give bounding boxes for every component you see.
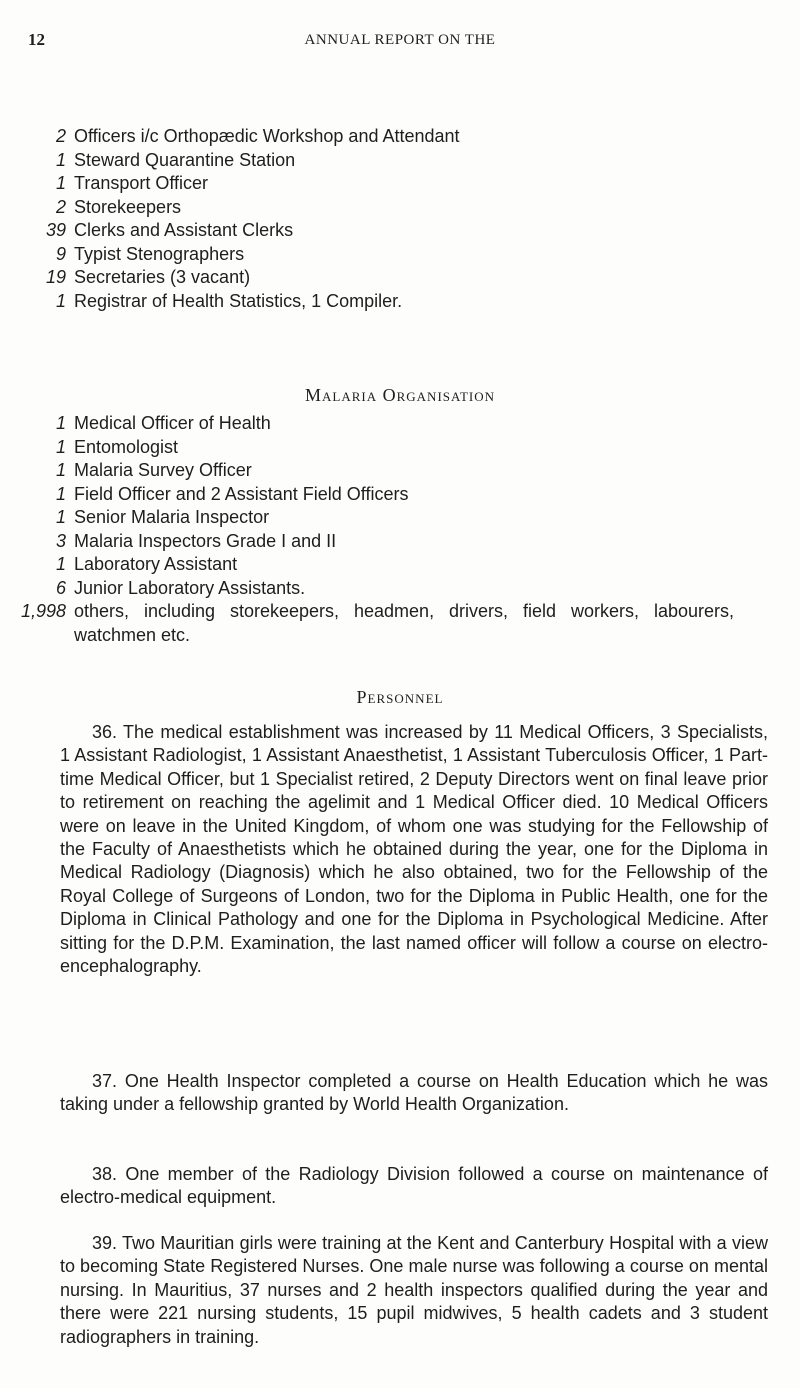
item-count: 1,998 [20, 601, 66, 621]
item-count: 19 [45, 267, 66, 287]
paragraph-36: 36. The medical establishment was increased by 11 Medical Officers, 3 Specialists, 1 Assistant Radiologist, 1 Assistant Anaesthetist, 1 Assistant Tuberculosis Officer, 1 Part-time Medical Officer, but 1 Specialist retired, 2 Deputy Directors went on final leave prior to retirement on reaching the agelimit and 1 Medical Officer died. 10 Medical Officers were on leave in the United Kingdom, of whom one was studying for the Fellowship of the Faculty of Anaesthetists which he obtained during the year, one for the Diploma in Medical Radiology (Diagnosis) which he also obtained, two for the Fellowship of the Royal College of Surgeons of London, two for the Diploma in Public Health, one for the Diploma in Clinical Pathology and one for the Diploma in Psychological Medicine. After sitting for the D.P.M. Examination, the last named officer will follow a course on electro-encephalography. [60, 722, 768, 977]
item-text: Steward Quarantine Station [74, 149, 296, 170]
item-text: Registrar of Health Statistics, 1 Compiler. [74, 290, 403, 311]
list-item [0, 553, 800, 577]
running-title: ANNUAL REPORT ON THE [304, 32, 496, 48]
item-count: 39 [45, 220, 66, 240]
item-count: 9 [55, 243, 66, 264]
item-count: 3 [55, 530, 66, 551]
item-text: Typist Stenographers [74, 243, 245, 264]
page-number: 12 [28, 30, 45, 49]
list-item [0, 243, 800, 267]
list-item [0, 290, 800, 314]
item-count: 1 [55, 483, 66, 504]
list-item [0, 196, 800, 220]
item-text: Field Officer and 2 Assistant Field Officers [74, 483, 409, 504]
item-count: 1 [55, 290, 66, 311]
list-item [0, 483, 800, 507]
item-text: Senior Malaria Inspector [74, 507, 270, 527]
item-text: others, including storekeepers, headmen, drivers, field workers, labourers, watchmen etc. [74, 601, 734, 645]
item-count: 2 [55, 196, 66, 217]
item-count: 2 [55, 126, 66, 146]
list-item [0, 412, 800, 436]
paragraph-38: 38. One member of the Radiology Division followed a course on maintenance of electro-medical equipment. [60, 1164, 768, 1208]
section-heading-personnel: Personnel [356, 687, 444, 707]
paragraph-37: 37. One Health Inspector completed a course on Health Education which he was taking under a fellowship granted by World Health Organization. [60, 1071, 768, 1115]
item-count: 1 [55, 436, 66, 457]
item-text: Malaria Inspectors Grade I and II [74, 530, 337, 551]
item-text: Malaria Survey Officer [74, 460, 252, 480]
item-count: 1 [55, 413, 66, 433]
list-item [0, 459, 800, 483]
item-count: 6 [55, 577, 66, 598]
list-item [0, 266, 800, 290]
list-item [0, 149, 800, 173]
item-text: Entomologist [74, 436, 179, 457]
list-item [0, 436, 800, 460]
list-item [0, 219, 800, 243]
item-text: Storekeepers [74, 196, 182, 217]
item-text: Junior Laboratory Assistants. [74, 577, 306, 598]
item-text: Medical Officer of Health [74, 413, 271, 433]
item-text: Secretaries (3 vacant) [74, 267, 251, 287]
item-count: 1 [55, 460, 66, 480]
list-item [0, 172, 800, 196]
staff-list [0, 125, 800, 313]
section-heading-malaria: Malaria Organisation [305, 385, 495, 405]
list-item [0, 125, 800, 149]
paragraph-39: 39. Two Mauritian girls were training at the Kent and Canterbury Hospital with a view to becoming State Registered Nurses. One male nurse was following a course on mental nursing. In Mauritius, 37 nurses and 2 health inspectors qualified during the year and there were 221 nursing students, 15 pupil midwives, 5 health cadets and 3 student radiographers in training. [60, 1233, 768, 1347]
list-item [0, 506, 800, 530]
list-item [0, 600, 800, 647]
item-count: 1 [55, 507, 66, 527]
item-text: Officers i/c Orthopædic Workshop and Attendant [74, 126, 460, 146]
list-item [0, 577, 800, 601]
item-text: Laboratory Assistant [74, 554, 238, 574]
item-text: Clerks and Assistant Clerks [74, 220, 294, 240]
malaria-staff-list [0, 412, 800, 647]
item-text: Transport Officer [74, 173, 209, 193]
list-item [0, 530, 800, 554]
item-count: 1 [55, 173, 66, 193]
item-count: 1 [55, 149, 66, 170]
item-count: 1 [55, 554, 66, 574]
